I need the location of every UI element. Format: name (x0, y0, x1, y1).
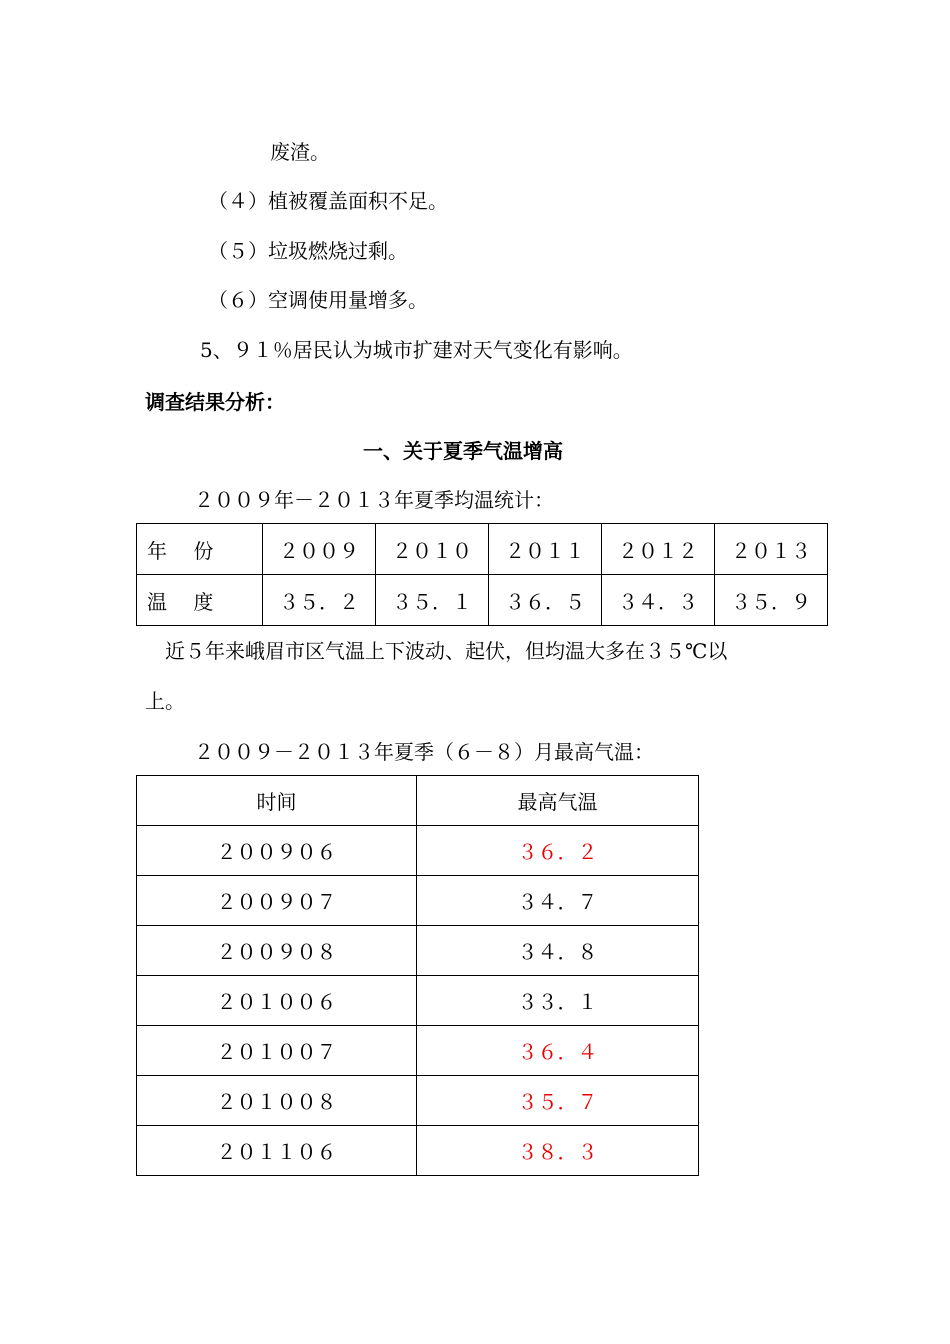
temp-cell: ３６．２ (417, 826, 699, 876)
temp-cell: ３５．７ (417, 1076, 699, 1126)
row-label-year: 年 份 (137, 524, 263, 575)
temp-cell: ３４．８ (417, 926, 699, 976)
table-cell: ２０１３ (715, 524, 828, 575)
list-item-6: （６）空调使用量增多。 (208, 288, 428, 312)
row-label-temperature: 温 度 (137, 575, 263, 626)
table-row (137, 1126, 699, 1176)
paragraph-line-1: 近５年来峨眉市区气温上下波动、起伏，但均温大多在３５℃以 (165, 639, 728, 663)
temp-cell: ３４．７ (417, 876, 699, 926)
table-cell: ３６．５ (489, 575, 602, 626)
table-row (137, 1026, 699, 1076)
temp-cell: ３６．４ (417, 1026, 699, 1076)
table2-caption: ２００９－２０１３年夏季（６－８）月最高气温： (194, 740, 654, 764)
list-item-continuation: 废渣。 (270, 140, 330, 164)
table-cell: ３５．９ (715, 575, 828, 626)
table-cell: ３５．２ (263, 575, 376, 626)
table-row (137, 826, 699, 876)
table-cell: ２０１１ (489, 524, 602, 575)
time-cell: ２００９０７ (137, 876, 417, 926)
time-cell: ２０１００８ (137, 1076, 417, 1126)
paragraph-line-2: 上。 (145, 689, 185, 713)
table-cell: ２０１０ (376, 524, 489, 575)
time-cell: ２００９０６ (137, 826, 417, 876)
table-row (137, 876, 699, 926)
table-row (137, 1076, 699, 1126)
list-item-5: （５）垃圾燃烧过剩。 (208, 239, 408, 263)
temp-cell: ３３．１ (417, 976, 699, 1026)
summer-average-table (136, 523, 828, 626)
monthly-max-temperature-table (136, 775, 699, 1176)
table-cell: ２００９ (263, 524, 376, 575)
analysis-heading: 调查结果分析： (145, 390, 285, 414)
temp-cell: ３８．３ (417, 1126, 699, 1176)
table-row (137, 976, 699, 1026)
table-row (137, 524, 828, 575)
table-cell: ２０１２ (602, 524, 715, 575)
time-cell: ２０１１０６ (137, 1126, 417, 1176)
table1-caption: ２００９年－２０１３年夏季均温统计： (194, 488, 554, 512)
table-cell: ３４．３ (602, 575, 715, 626)
table-row (137, 575, 828, 626)
section-title: 一、关于夏季气温增高 (363, 439, 563, 463)
table-row (137, 926, 699, 976)
table-cell: ３５．１ (376, 575, 489, 626)
table-header-row (137, 776, 699, 826)
column-header-max-temp: 最高气温 (417, 776, 699, 826)
time-cell: ２０１００７ (137, 1026, 417, 1076)
finding-5: 5、９１％居民认为城市扩建对天气变化有影响。 (200, 338, 633, 362)
time-cell: ２０１００６ (137, 976, 417, 1026)
time-cell: ２００９０８ (137, 926, 417, 976)
list-item-4: （４）植被覆盖面积不足。 (208, 189, 448, 213)
column-header-time: 时间 (137, 776, 417, 826)
